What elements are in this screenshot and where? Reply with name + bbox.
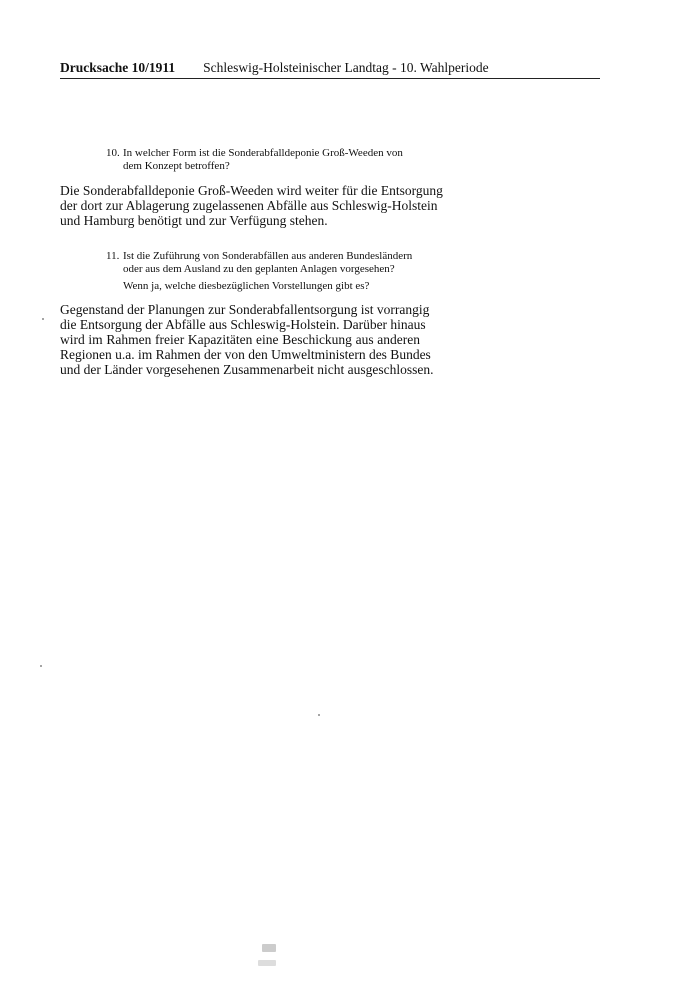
scan-speck	[262, 944, 276, 952]
question-text: Ist die Zuführung von Sonderabfällen aus anderen Bundesländern oder aus dem Ausland zu den geplanten Anlagen vorgesehen?	[123, 250, 413, 275]
document-number: Drucksache 10/1911	[60, 60, 176, 75]
scan-speck	[318, 714, 320, 716]
answer-line: Regionen u.a. im Rahmen der von den Umweltministern des Bundes	[60, 347, 431, 362]
question-number: 11.	[106, 250, 120, 262]
answer-line: der dort zur Ablagerung zugelassenen Abfälle aus Schleswig-Holstein	[60, 198, 438, 213]
answer-10	[60, 183, 443, 228]
answer-line: und Hamburg benötigt und zur Verfügung stehen.	[60, 213, 328, 228]
page-header	[60, 60, 600, 79]
question-number: 10.	[106, 147, 120, 159]
answer-line: Die Sonderabfalldeponie Groß-Weeden wird weiter für die Entsorgung	[60, 183, 443, 198]
question-text: In welcher Form ist die Sonderabfalldeponie Groß-Weeden von dem Konzept betroffen?	[123, 147, 403, 172]
scan-speck	[258, 960, 276, 966]
parliament-title: Schleswig-Holsteinischer Landtag - 10. Wahlperiode	[203, 60, 489, 75]
question-11	[106, 250, 424, 293]
answer-line: und der Länder vorgesehenen Zusammenarbeit nicht ausgeschlossen.	[60, 362, 434, 377]
answer-11	[60, 302, 434, 377]
scan-speck	[42, 318, 44, 320]
answer-line: die Entsorgung der Abfälle aus Schleswig-Holstein. Darüber hinaus	[60, 317, 426, 332]
answer-line: wird im Rahmen freier Kapazitäten eine Beschickung aus anderen	[60, 332, 420, 347]
question-10	[106, 147, 424, 173]
answer-line: Gegenstand der Planungen zur Sonderabfallentsorgung ist vorrangig	[60, 302, 430, 317]
scan-speck	[40, 665, 42, 667]
question-subtext: Wenn ja, welche diesbezüglichen Vorstellungen gibt es?	[123, 280, 370, 292]
